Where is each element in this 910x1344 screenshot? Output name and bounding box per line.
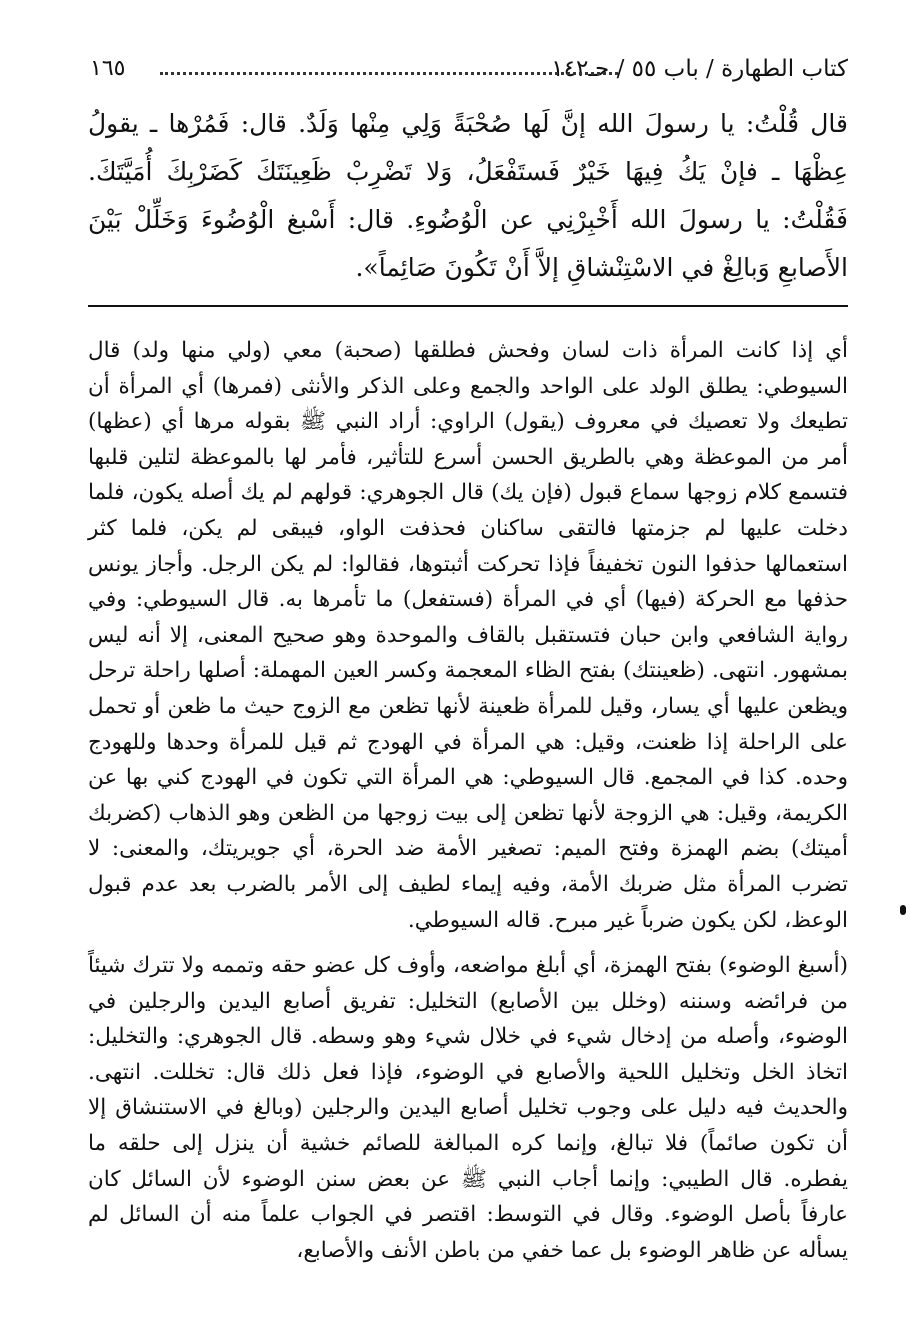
commentary-block: [88, 333, 848, 1268]
section-divider: [88, 305, 848, 307]
commentary-paragraph-2: (أسبغ الوضوء) بفتح الهمزة، أي أبلغ مواضعه، وأوف كل عضو حقه وتممه ولا تترك شيئاً من فرائضه وسننه (وخلل بين الأصابع) التخليل: تفريق أصابع اليدين والرجلين في الوضوء، وأصله من إدخال شيء في خلال شيء وهو وسطه. قال الجوهري: والتخليل: اتخاذ الخل وتخليل اللحية والأصابع في الوضوء، فإذا فعل ذلك قال: تخللت. انتهى. والحديث فيه دليل على وجوب تخليل أصابع اليدين والرجلين (وبالغ في الاستنشاق إلا أن تكون صائماً) فلا تبالغ، وإنما كره المبالغة للصائم خشية أن ينزل إلى حلقه ما يفطره. قال الطيبي: وإنما أجاب النبي ﷺ عن بعض سنن الوضوء لأن السائل كان عارفاً بأصل الوضوء. وقال في التوسط: اقتصر في الجواب علماً منه أن السائل لم يسأله عن ظاهر الوضوء بل عما خفي من باطن الأنف والأصابع،: [88, 953, 848, 1263]
scan-mark: [900, 905, 906, 915]
hadith-text: قال قُلْتُ: يا رسولَ الله إنَّ لَها صُحْبَةً وَلِي مِنْها وَلَدٌ. قال: فَمُرْها ـ يقولُ عِظْهَا ـ فإنْ يَكُ فِيهَا خَيْرٌ فَستَفْعَلُ، وَلا تَضْرِبْ ظَعِينَتَكَ كَضَرْبِكَ أُمَيَّتَكَ. فَقُلْتُ: يا رسولَ الله أَخْبِرْنِي عن الْوُضُوءِ. قال: أَسْبغ الْوُضُوءَ وَخَلِّلْ بَيْنَ الأَصابعِ وَبالِغْ في الاسْتِنْشاقِ إلاَّ أَنْ تَكُونَ صَائِماً».: [88, 109, 848, 282]
page-header: [90, 52, 848, 86]
commentary-paragraph-1: أي إذا كانت المرأة ذات لسان وفحش فطلقها (صحبة) معي (ولي منها ولد) قال السيوطي: يطلق الولد على الواحد والجمع وعلى الذكر والأنثى (فمرها) أي المرأة أن تطيعك ولا تعصيك في معروف (يقول) الراوي: أراد النبي ﷺ بقوله مرها أي (عظها) أمر من الموعظة وهي بالطريق الحسن أسرع للتأثير، فأمر لها بالموعظة لتلين قلبها فتسمع كلام زوجها سماع قبول (فإن يك) قال الجوهري: قولهم لم يك أصله يكون، فلما دخلت عليها لم جزمتها فالتقى ساكنان فحذفت الواو، فيبقى لم يكن، فلما كثر استعمالها حذفوا النون تخفيفاً فإذا تحركت أثبتوها، فقالوا: لم يكن الرجل. وأجاز يونس حذفها مع الحركة (فيها) أي في المرأة (فستفعل) ما تأمرها به. قال السيوطي: وفي رواية الشافعي وابن حبان فتستقبل بالقاف والموحدة وهو صحيح المعنى، إلا أنه ليس بمشهور. انتهى. (ظعينتك) بفتح الظاء المعجمة وكسر العين المهملة: أصلها راحلة ترحل ويظعن عليها أي يسار، وقيل للمرأة ظعينة لأنها تظعن مع الزوج حيث ما ظعن أو تحمل على الراحلة إذا ظعنت، وقيل: هي المرأة في الهودج ثم قيل للمرأة وحدها وللهودج وحده. كذا في المجمع. قال السيوطي: هي المرأة التي تكون في الهودج كني بها عن الكريمة، وقيل: هي الزوجة لأنها تظعن إلى بيت زوجها من الظعن وهو الذهاب (كضربك أميتك) بضم الهمزة وفتح الميم: تصغير الأمة ضد الحرة، أي جويريتك، والمعنى: لا تضرب المرأة مثل ضربك الأمة، وفيه إيماء لطيف إلى الأمر بالضرب بعد عدم قبول الوعظ، لكن يكون ضرباً غير مبرح. قاله السيوطي.: [88, 338, 848, 933]
running-head: كتاب الطهارة / باب ٥٥ / حـ١٤٢: [551, 56, 848, 82]
leader-dots: [160, 72, 618, 75]
hadith-text-block: [88, 100, 848, 292]
page-number: ١٦٥: [90, 56, 126, 81]
